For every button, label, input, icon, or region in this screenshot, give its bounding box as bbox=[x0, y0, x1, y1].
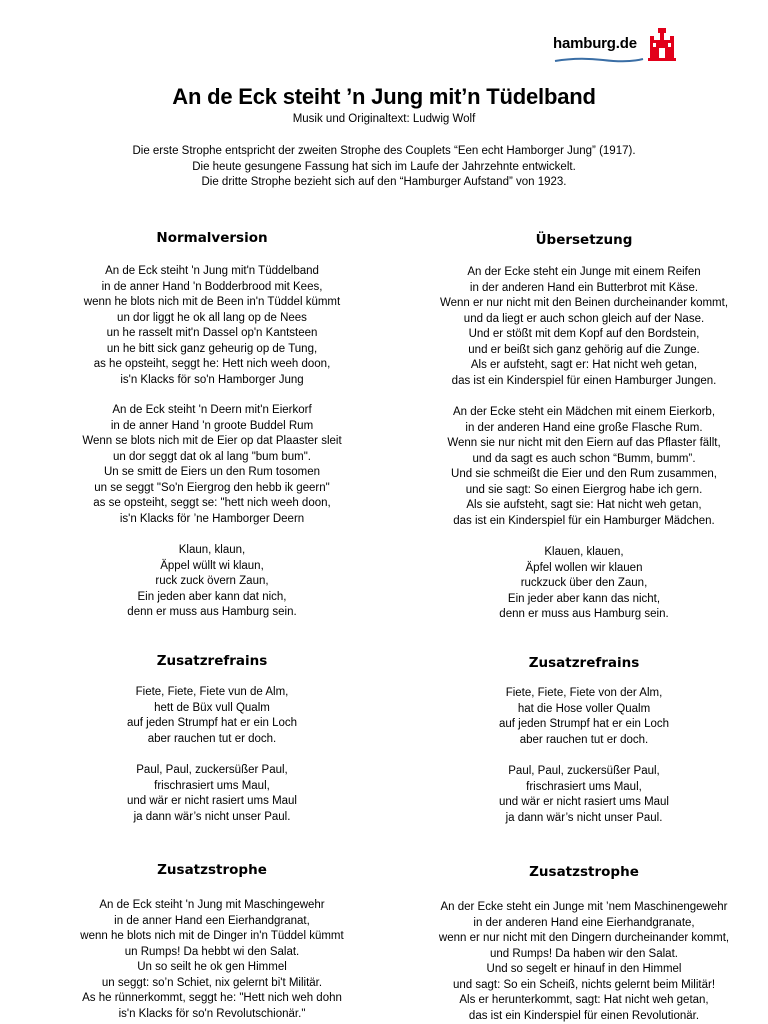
zusatzstrophe-heading: Zusatzstrophe bbox=[157, 862, 267, 878]
verse-line: und wär er nicht rasiert ums Maul bbox=[126, 795, 297, 807]
verse-line: An der Ecke steht ein Junge mit einem Reifen bbox=[467, 266, 701, 278]
normalversion-heading-block bbox=[20, 229, 404, 247]
left-stanza-3 bbox=[20, 543, 404, 621]
verse-line: Wenn se blots nich mit de Eier op dat Plaaster sleit bbox=[82, 435, 342, 447]
verse-line: und da sagt es auch schon “Bumm, bumm”. bbox=[472, 452, 696, 465]
verse-line: hett de Büx vull Qualm bbox=[154, 701, 270, 714]
verse-line: Wenn er nur nicht mit den Beinen durcheinander kommt, bbox=[439, 297, 729, 309]
page-title: An de Eck steiht ’n Jung mit’n Tüdelband bbox=[172, 84, 596, 109]
verse-line: is'n Klacks för so'n Revolutschionär." bbox=[118, 1007, 306, 1020]
verse-line: Wenn sie nur nicht mit den Eiern auf das Pflaster fällt, bbox=[447, 437, 721, 449]
verse-line: wenn he blots nich mit de Been in'n Tüddel kümmt bbox=[83, 296, 341, 308]
verse-line: aber rauchen tut er doch. bbox=[519, 733, 649, 746]
right-stanza-6 bbox=[392, 900, 768, 1024]
left-stanza-1 bbox=[20, 264, 404, 388]
verse-line: wenn he blots nich mit de Dinger in'n Tüddel kümmt bbox=[80, 930, 344, 942]
verse-line: is'n Klacks för ’ne Hamborger Deern bbox=[119, 512, 305, 525]
verse-line: as he opsteiht, seggt he: Hett nich weeh doon, bbox=[93, 358, 331, 370]
left-zusatzrefrains-block bbox=[20, 652, 404, 670]
left-stanza-6 bbox=[20, 898, 404, 1022]
verse-line: Und so segelt er hinauf in den Himmel bbox=[486, 963, 682, 975]
uebersetzung-heading-block bbox=[392, 231, 768, 249]
verse-line: An der Ecke steht ein Junge mit ’nem Maschinengewehr bbox=[440, 901, 728, 913]
verse-line: un seggt: so’n Schiet, nix gelernt bi't Militär. bbox=[101, 976, 323, 989]
verse-line: aber rauchen tut er doch. bbox=[147, 732, 277, 745]
verse-line: un he bitt sick ganz geheurig op de Tung, bbox=[106, 342, 318, 355]
verse-line: un Rumps! Da hebbt wi den Salat. bbox=[124, 945, 300, 958]
verse-line: ruckzuck über den Zaun, bbox=[520, 577, 648, 589]
right-zusatzstrophe-block bbox=[392, 863, 768, 881]
verse-line: ja dann wär’s nicht unser Paul. bbox=[505, 811, 663, 824]
verse-line: frischrasiert ums Maul, bbox=[526, 780, 642, 793]
right-stanza-1 bbox=[392, 265, 768, 389]
wave-icon bbox=[553, 56, 645, 64]
verse-line: und er beißt sich ganz gehörig auf die Zunge. bbox=[468, 343, 700, 356]
verse-line: Ein jeder aber kann das nicht, bbox=[507, 592, 661, 605]
verse-line: Un se smitt de Eiers un den Rum tosomen bbox=[103, 466, 321, 478]
verse-line: un dor seggt dat ok al lang "bum bum". bbox=[112, 450, 312, 463]
verse-line: und sie sagt: So einen Eiergrog habe ich gern. bbox=[465, 483, 703, 496]
left-stanza-4 bbox=[20, 685, 404, 747]
verse-line: Äpfel wollen wir klauen bbox=[525, 561, 643, 574]
verse-line: in de anner Hand 'n groote Buddel Rum bbox=[110, 419, 314, 432]
verse-line: auf jeden Strumpf hat er ein Loch bbox=[498, 718, 670, 730]
left-stanza-5 bbox=[20, 763, 404, 825]
zusatzrefrains-heading: Zusatzrefrains bbox=[528, 655, 640, 671]
verse-line: Und sie schmeißt die Eier und den Rum zusammen, bbox=[451, 468, 717, 480]
intro-line: Die dritte Strophe bezieht sich auf den “Hamburger Aufstand” von 1923. bbox=[201, 176, 567, 188]
verse-line: An der Ecke steht ein Mädchen mit einem Eierkorb, bbox=[452, 406, 716, 418]
verse-line: un se seggt "So'n Eiergrog den hebb ik geern" bbox=[94, 481, 330, 494]
intro-line: Die erste Strophe entspricht der zweiten Strophe des Couplets “Een echt Hamborger Jung” (1917). bbox=[132, 145, 636, 157]
verse-line: und wär er nicht rasiert ums Maul bbox=[498, 796, 669, 808]
verse-line: Paul, Paul, zuckersüßer Paul, bbox=[136, 764, 288, 776]
subtitle: Musik und Originaltext: Ludwig Wolf bbox=[292, 113, 476, 125]
verse-line: ja dann wär’s nicht unser Paul. bbox=[133, 810, 291, 823]
right-stanza-4 bbox=[392, 686, 768, 748]
verse-line: in de anner Hand een Eierhandgranat, bbox=[114, 914, 310, 927]
verse-line: in der anderen Hand ein Butterbrot mit Käse. bbox=[469, 281, 699, 294]
logo-text: hamburg.de bbox=[553, 35, 637, 52]
verse-line: Fiete, Fiete, Fiete von der Alm, bbox=[505, 687, 663, 699]
right-stanza-3 bbox=[392, 545, 768, 623]
left-stanza-2 bbox=[20, 403, 404, 527]
normalversion-heading: Normalversion bbox=[156, 230, 268, 246]
verse-line: in der anderen Hand eine große Flasche Rum. bbox=[465, 421, 703, 434]
verse-line: denn er muss aus Hamburg sein. bbox=[127, 606, 297, 618]
verse-line: An de Eck steiht 'n Deern mit'n Eierkorf bbox=[112, 404, 312, 416]
verse-line: un dor liggt he ok all lang op de Nees bbox=[117, 311, 307, 324]
verse-line: in de anner Hand 'n Bodderbrood mit Kees, bbox=[101, 280, 323, 293]
verse-line: Ein jeden aber kann dat nich, bbox=[137, 590, 287, 603]
verse-line: is'n Klacks för so'n Hamborger Jung bbox=[120, 373, 304, 386]
verse-line: Und er stößt mit dem Kopf auf den Bordstein, bbox=[468, 328, 700, 340]
verse-line: Un so seilt he ok gen Himmel bbox=[137, 961, 287, 973]
verse-line: ruck zuck övern Zaun, bbox=[155, 575, 269, 587]
verse-line: as se opsteiht, seggt se: "hett nich weeh doon, bbox=[93, 497, 331, 509]
verse-line: hat die Hose voller Qualm bbox=[517, 702, 651, 715]
castle-crest-icon bbox=[647, 28, 677, 62]
verse-line: An de Eck steiht 'n Jung mit'n Tüddelband bbox=[105, 265, 319, 277]
verse-line: Äppel wüllt wi klaun, bbox=[160, 559, 264, 572]
verse-line: frischrasiert ums Maul, bbox=[154, 779, 270, 792]
verse-line: Als sie aufsteht, sagt sie: Hat nicht weh getan, bbox=[466, 499, 702, 511]
verse-line: und Rumps! Da haben wir den Salat. bbox=[490, 947, 678, 960]
intro-text bbox=[0, 144, 768, 191]
zusatzstrophe-heading: Zusatzstrophe bbox=[529, 864, 639, 880]
zusatzrefrains-heading: Zusatzrefrains bbox=[156, 653, 268, 669]
verse-line: in der anderen Hand eine Eierhandgranate, bbox=[473, 916, 695, 929]
verse-line: As he rünnerkommt, seggt he: "Hett nich weh dohn bbox=[82, 992, 342, 1004]
verse-line: und sagt: So ein Scheiß, nichts gelernt beim Militär! bbox=[452, 978, 716, 991]
verse-line: und da liegt er auch schon gleich auf der Nase. bbox=[463, 312, 705, 325]
verse-line: wenn er nur nicht mit den Dingern durcheinander kommt, bbox=[438, 932, 730, 944]
verse-line: Fiete, Fiete, Fiete vun de Alm, bbox=[135, 686, 289, 698]
right-stanza-2 bbox=[392, 405, 768, 529]
verse-line: denn er muss aus Hamburg sein. bbox=[499, 608, 669, 620]
verse-line: Klaun, klaun, bbox=[178, 544, 246, 556]
verse-line: auf jeden Strumpf hat er ein Loch bbox=[126, 717, 298, 729]
intro-line: Die heute gesungene Fassung hat sich im Laufe der Jahrzehnte entwickelt. bbox=[192, 160, 576, 173]
hamburg-logo[interactable] bbox=[553, 28, 683, 64]
verse-line: Paul, Paul, zuckersüßer Paul, bbox=[508, 765, 660, 777]
verse-line: Klauen, klauen, bbox=[544, 546, 624, 558]
verse-line: das ist ein Kinderspiel für ein Hamburger Mädchen. bbox=[453, 514, 715, 527]
verse-line: un he rasselt mit'n Dassel op'n Kantsteen bbox=[106, 327, 318, 339]
verse-line: das ist ein Kinderspiel für einen Revolutionär. bbox=[468, 1009, 700, 1022]
uebersetzung-heading: Übersetzung bbox=[535, 232, 633, 248]
right-stanza-5 bbox=[392, 764, 768, 826]
verse-line: Als er aufsteht, sagt er: Hat nicht weh getan, bbox=[470, 359, 698, 371]
verse-line: das ist ein Kinderspiel für einen Hamburger Jungen. bbox=[451, 374, 717, 387]
right-zusatzrefrains-block bbox=[392, 654, 768, 672]
left-zusatzstrophe-block bbox=[20, 861, 404, 879]
verse-line: An de Eck steiht 'n Jung mit Maschingewehr bbox=[99, 899, 325, 911]
verse-line: Als er herunterkommt, sagt: Hat nicht weh getan, bbox=[459, 994, 709, 1006]
